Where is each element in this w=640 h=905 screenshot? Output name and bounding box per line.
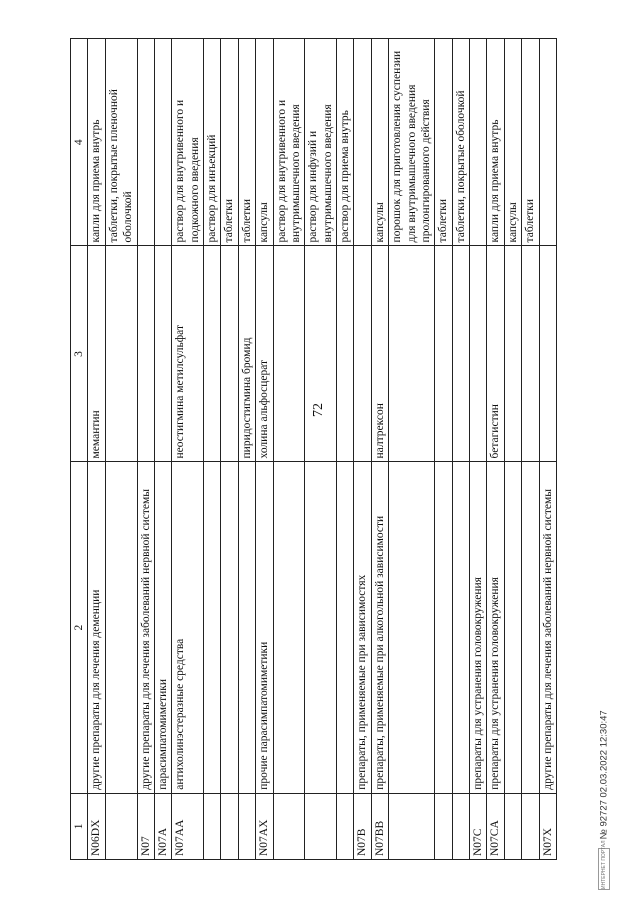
group-cell: прочие парасимпатомиметики <box>256 462 273 793</box>
drug-cell: холина альфосцерат <box>256 246 273 462</box>
drug-cell <box>154 246 171 462</box>
form-cell: таблетки, покрытые пленочной оболочкой <box>105 39 137 246</box>
drug-cell <box>204 246 221 462</box>
table-row <box>487 39 504 860</box>
form-cell: порошок для приготовления суспензии для внутримышечного введения пролонгированного действия <box>389 39 435 246</box>
table-row <box>522 39 539 860</box>
table-row <box>137 39 154 860</box>
code-cell <box>452 793 469 859</box>
column-header: 1 <box>71 793 88 859</box>
drug-cell <box>539 246 556 462</box>
form-cell: капсулы <box>504 39 521 246</box>
column-header: 4 <box>71 39 88 246</box>
table-row <box>305 39 337 860</box>
group-cell <box>452 462 469 793</box>
table-row <box>337 39 354 860</box>
code-cell <box>221 793 238 859</box>
drug-cell: пиридостигмина бромид <box>238 246 255 462</box>
drug-cell <box>105 246 137 462</box>
group-cell <box>522 462 539 793</box>
table-row <box>389 39 435 860</box>
group-cell <box>238 462 255 793</box>
table-row <box>238 39 255 860</box>
portal-stamp: ИНТЕРНЕТ ПОРТАЛ <box>598 848 610 890</box>
form-cell: таблетки <box>522 39 539 246</box>
drug-cell: мемантин <box>88 246 105 462</box>
code-cell: N07C <box>470 793 487 859</box>
header-row <box>71 39 88 860</box>
group-cell <box>273 462 305 793</box>
code-cell: N07A <box>154 793 171 859</box>
group-cell: препараты, применяемые при зависимостях <box>354 462 371 793</box>
page-number: 72 <box>311 403 326 417</box>
group-cell: парасимпатомиметики <box>154 462 171 793</box>
table-row <box>470 39 487 860</box>
drug-cell <box>522 246 539 462</box>
group-cell: другие препараты для лечения заболеваний нервной системы <box>137 462 154 793</box>
form-cell: капсулы <box>256 39 273 246</box>
group-cell: препараты для устранения головокружения <box>470 462 487 793</box>
code-cell: N07B <box>354 793 371 859</box>
group-cell <box>504 462 521 793</box>
table-row <box>354 39 371 860</box>
form-cell: капли для приема внутрь <box>88 39 105 246</box>
code-cell <box>238 793 255 859</box>
code-cell: N06DX <box>88 793 105 859</box>
table-row <box>172 39 204 860</box>
table-row <box>435 39 452 860</box>
group-cell: другие препараты для лечения деменции <box>88 462 105 793</box>
form-cell: раствор для инъекций <box>204 39 221 246</box>
form-cell: таблетки <box>435 39 452 246</box>
drug-cell <box>389 246 435 462</box>
group-cell: антихолинэстеразные средства <box>172 462 204 793</box>
form-cell: капли для приема внутрь <box>487 39 504 246</box>
form-cell <box>354 39 371 246</box>
drug-cell: неостигмина метилсульфат <box>172 246 204 462</box>
form-cell <box>154 39 171 246</box>
table-row <box>204 39 221 860</box>
table-row <box>154 39 171 860</box>
drug-cell <box>273 246 305 462</box>
table-row <box>256 39 273 860</box>
code-cell: N07AX <box>256 793 273 859</box>
drug-cell <box>470 246 487 462</box>
code-cell: N07BB <box>371 793 388 859</box>
table-row <box>221 39 238 860</box>
form-cell: раствор для внутривенного и подкожного введения <box>172 39 204 246</box>
group-cell: другие препараты для лечения заболеваний нервной системы <box>539 462 556 793</box>
table-row <box>371 39 388 860</box>
form-cell <box>470 39 487 246</box>
column-header: 2 <box>71 462 88 793</box>
footer <box>598 590 610 890</box>
code-cell <box>504 793 521 859</box>
group-cell <box>305 462 337 793</box>
drug-cell <box>337 246 354 462</box>
form-cell: раствор для приема внутрь <box>337 39 354 246</box>
group-cell: препараты для устранения головокружения <box>487 462 504 793</box>
drug-cell <box>435 246 452 462</box>
document-reference: № 92727 02.03.2022 12:30:47 <box>598 710 610 840</box>
code-cell <box>522 793 539 859</box>
group-cell: препараты, применяемые при алкогольной зависимости <box>371 462 388 793</box>
form-cell <box>137 39 154 246</box>
code-cell <box>389 793 435 859</box>
form-cell <box>539 39 556 246</box>
group-cell <box>204 462 221 793</box>
form-cell: раствор для инфузий и внутримышечного введения <box>305 39 337 246</box>
column-header: 3 <box>71 246 88 462</box>
drug-cell: бетагистин <box>487 246 504 462</box>
form-cell: таблетки, покрытые оболочкой <box>452 39 469 246</box>
drug-cell <box>305 246 337 462</box>
form-cell: капсулы <box>371 39 388 246</box>
drug-cell <box>354 246 371 462</box>
table-row <box>452 39 469 860</box>
group-cell <box>389 462 435 793</box>
drug-cell <box>504 246 521 462</box>
table-row <box>539 39 556 860</box>
code-cell <box>305 793 337 859</box>
drug-cell <box>221 246 238 462</box>
code-cell <box>337 793 354 859</box>
drug-cell <box>452 246 469 462</box>
code-cell: N07 <box>137 793 154 859</box>
drug-cell <box>137 246 154 462</box>
code-cell: N07X <box>539 793 556 859</box>
code-cell: N07AA <box>172 793 204 859</box>
group-cell <box>105 462 137 793</box>
code-cell <box>435 793 452 859</box>
rotated-table-container <box>70 38 640 860</box>
drug-table <box>70 38 557 860</box>
drug-cell: налтрексон <box>371 246 388 462</box>
group-cell <box>435 462 452 793</box>
form-cell: таблетки <box>221 39 238 246</box>
table-row <box>273 39 305 860</box>
form-cell: раствор для внутривенного и внутримышечного введения <box>273 39 305 246</box>
code-cell <box>105 793 137 859</box>
group-cell <box>221 462 238 793</box>
table-row <box>88 39 105 860</box>
code-cell <box>273 793 305 859</box>
code-cell <box>204 793 221 859</box>
table-body <box>88 39 557 860</box>
code-cell: N07CA <box>487 793 504 859</box>
group-cell <box>337 462 354 793</box>
table-row <box>105 39 137 860</box>
table-row <box>504 39 521 860</box>
form-cell: таблетки <box>238 39 255 246</box>
